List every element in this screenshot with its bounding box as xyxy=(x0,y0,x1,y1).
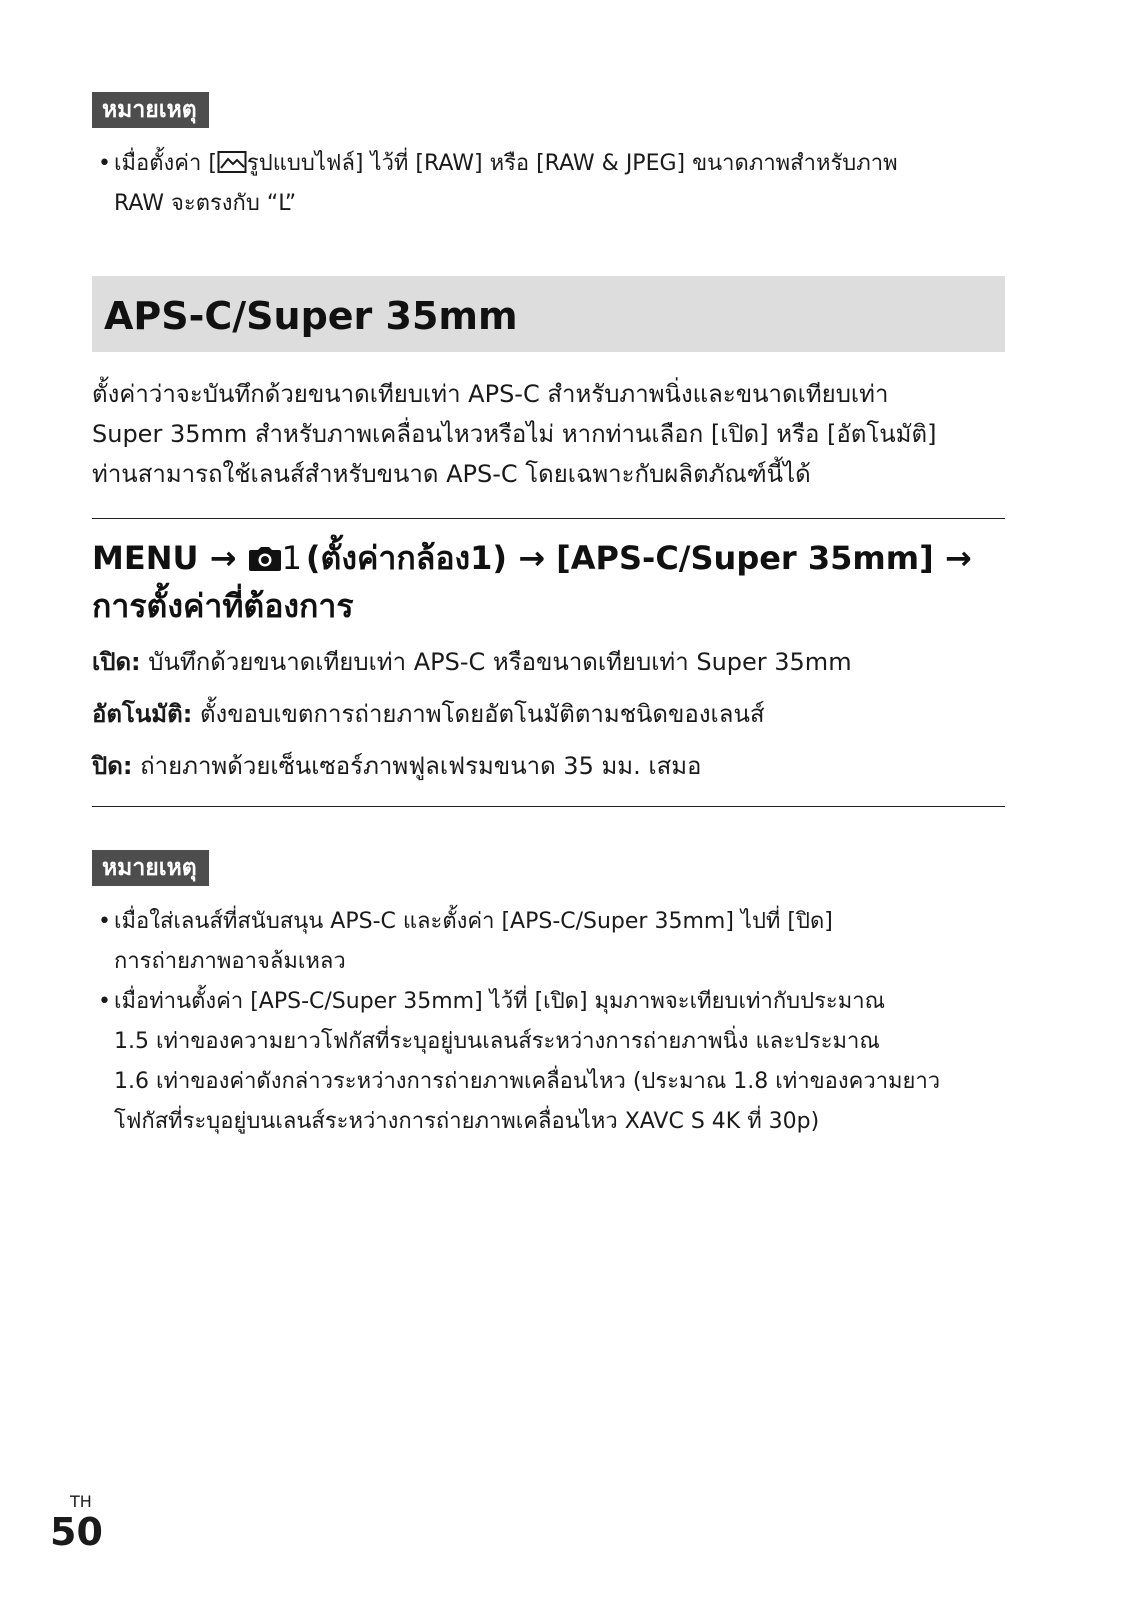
arrow-icon: → xyxy=(944,539,972,577)
tab-number: 1 xyxy=(281,539,302,577)
note-text: รูปแบบไฟล์] ไว้ที่ [RAW] หรือ [RAW & JPEG] ขนาดภาพสำหรับภาพ xyxy=(246,151,898,176)
menu-path-line2: การตั้งค่าที่ต้องการ xyxy=(92,587,354,625)
option-desc: ตั้งขอบเขตการถ่ายภาพโดยอัตโนมัติตามชนิดของเลนส์ xyxy=(199,700,765,728)
bullet: • xyxy=(98,151,111,176)
still-image-icon xyxy=(217,148,247,172)
option-desc: ถ่ายภาพด้วยเซ็นเซอร์ภาพฟูลเฟรมขนาด 35 มม. เสมอ xyxy=(140,752,702,780)
note-text: 1.5 เท่าของความยาวโฟกัสที่ระบุอยู่บนเลนส์ระหว่างการถ่ายภาพนิ่ง และประมาณ xyxy=(114,1029,880,1054)
note-item xyxy=(98,902,1003,982)
note-text: เมื่อตั้งค่า [ xyxy=(114,151,217,176)
menu-path xyxy=(92,534,1012,630)
arrow-icon: → xyxy=(518,539,545,577)
section-header xyxy=(92,276,1005,352)
option-key: ปิด: xyxy=(92,752,133,780)
option-desc: บันทึกด้วยขนาดเทียบเท่า APS-C หรือขนาดเทียบเท่า Super 35mm xyxy=(148,648,852,676)
note-text: การถ่ายภาพอาจล้มเหลว xyxy=(114,949,346,974)
divider xyxy=(92,806,1005,807)
section-title: APS-C/Super 35mm xyxy=(104,294,518,338)
note-badge: หมายเหตุ xyxy=(92,850,209,886)
intro-line: ตั้งค่าว่าจะบันทึกด้วยขนาดเทียบเท่า APS-C สำหรับภาพนิ่งและขนาดเทียบเท่า xyxy=(92,380,889,408)
note-text: เมื่อท่านตั้งค่า [APS-C/Super 35mm] ไว้ที่ [เปิด] มุมภาพจะเทียบเท่ากับประมาณ xyxy=(114,989,885,1014)
page-number: 50 xyxy=(50,1510,103,1554)
bullet: • xyxy=(98,909,111,934)
option-key: เปิด: xyxy=(92,648,141,676)
option-row xyxy=(92,746,1012,798)
menu-label: MENU xyxy=(92,539,199,577)
note-list xyxy=(98,144,1003,224)
note-text: RAW จะตรงกับ “L” xyxy=(114,191,297,216)
bullet: • xyxy=(98,989,111,1014)
intro-paragraph xyxy=(92,374,1012,494)
note-item xyxy=(98,144,1003,224)
note-item xyxy=(98,982,1003,1142)
note-badge: หมายเหตุ xyxy=(92,92,209,128)
note-text: 1.6 เท่าของค่าดังกล่าวระหว่างการถ่ายภาพเคลื่อนไหว (ประมาณ 1.8 เท่าของความยาว xyxy=(114,1069,941,1094)
option-list xyxy=(92,642,1012,798)
menu-item: [APS-C/Super 35mm] xyxy=(556,539,934,577)
divider xyxy=(92,518,1005,519)
intro-line: ท่านสามารถใช้เลนส์สำหรับขนาด APS-C โดยเฉพาะกับผลิตภัณฑ์นี้ได้ xyxy=(92,460,811,488)
note-text: เมื่อใส่เลนส์ที่สนับสนุน APS-C และตั้งค่า [APS-C/Super 35mm] ไปที่ [ปิด] xyxy=(114,909,833,934)
arrow-icon: → xyxy=(209,539,237,577)
note-list xyxy=(98,902,1003,1142)
page-language: TH xyxy=(70,1492,92,1511)
camera-icon xyxy=(248,537,282,563)
option-row xyxy=(92,694,1012,746)
intro-line: Super 35mm สำหรับภาพเคลื่อนไหวหรือไม่ หากท่านเลือก [เปิด] หรือ [อัตโนมัติ] xyxy=(92,420,937,448)
note-text: โฟกัสที่ระบุอยู่บนเลนส์ระหว่างการถ่ายภาพเคลื่อนไหว XAVC S 4K ที่ 30p) xyxy=(114,1109,820,1134)
tab-name: (ตั้งค่ากล้อง1) xyxy=(305,539,508,577)
option-row xyxy=(92,642,1012,694)
option-key: อัตโนมัติ: xyxy=(92,700,193,728)
